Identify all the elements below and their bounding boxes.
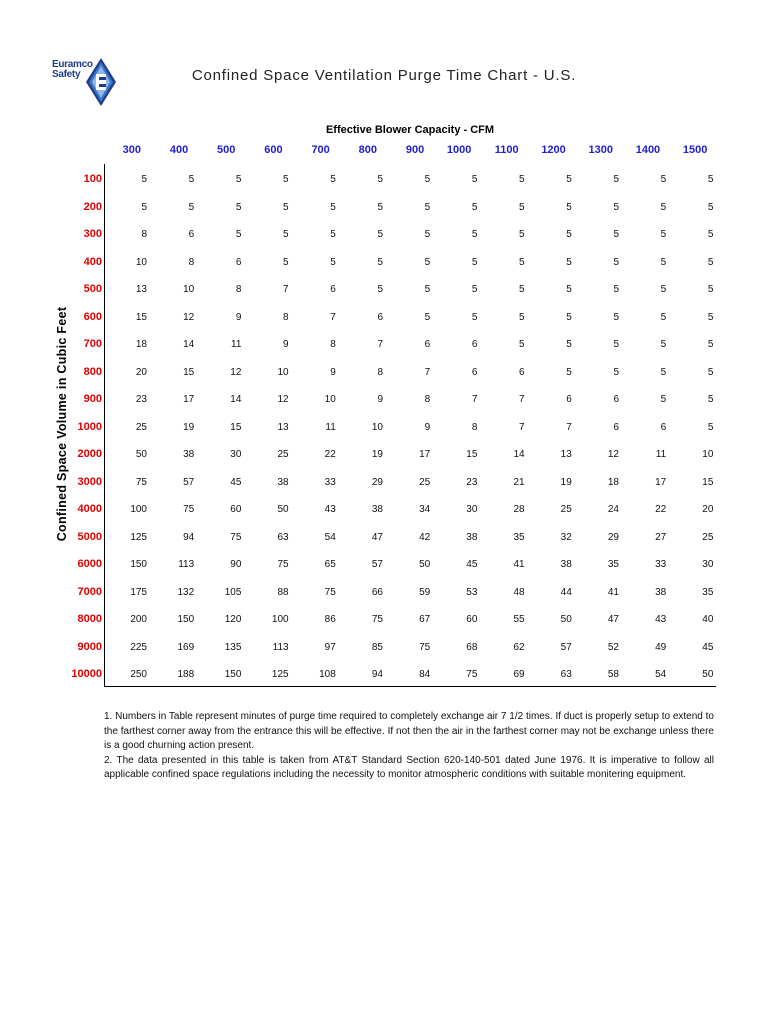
table-cell: 5 — [660, 174, 667, 185]
table-cell: 75 — [183, 504, 195, 515]
table-cell: 48 — [513, 586, 525, 598]
table-cell: 5 — [613, 201, 619, 213]
table-cell: 75 — [371, 614, 383, 625]
table-cell: 8 — [377, 366, 383, 378]
table-cell: 113 — [178, 559, 195, 570]
table-cell: 5 — [566, 256, 572, 268]
table-cell: 5 — [471, 201, 478, 213]
table-cell: 15 — [466, 449, 478, 460]
table-cell: 55 — [513, 614, 525, 625]
column-header: 1000 — [446, 144, 472, 156]
table-cell: 24 — [607, 504, 619, 515]
table-cell: 41 — [513, 559, 525, 570]
table-cell: 105 — [224, 586, 242, 598]
table-cell: 40 — [702, 614, 714, 625]
row-header: 10000 — [71, 668, 102, 680]
table-cell: 250 — [130, 669, 147, 680]
table-cell: 5 — [235, 174, 242, 185]
table-cell: 41 — [607, 586, 619, 598]
row-header: 700 — [83, 338, 102, 350]
table-cell: 66 — [371, 586, 383, 598]
table-cell: 5 — [566, 366, 572, 378]
table-cell: 188 — [177, 669, 195, 680]
table-cell: 100 — [130, 504, 147, 515]
table-cell: 15 — [135, 311, 147, 323]
table-cell: 17 — [655, 476, 667, 488]
table-cell: 25 — [277, 449, 289, 460]
page-title: Confined Space Ventilation Purge Time Chart - U.S. — [191, 67, 577, 84]
table-cell: 7 — [519, 421, 525, 433]
table-cell: 5 — [519, 201, 525, 213]
table-cell: 14 — [513, 449, 525, 460]
table-cell: 5 — [377, 229, 383, 240]
table-cell: 8 — [424, 394, 431, 405]
table-cell: 5 — [519, 256, 525, 268]
table-cell: 13 — [560, 449, 572, 460]
table-cell: 62 — [513, 641, 525, 653]
table-cell: 5 — [519, 339, 525, 350]
table-cell: 97 — [324, 641, 336, 653]
table-cell: 8 — [188, 256, 195, 268]
table-cell: 5 — [424, 256, 431, 268]
table-cell: 5 — [188, 174, 195, 185]
row-header: 7000 — [77, 585, 102, 598]
table-cell: 20 — [135, 366, 147, 378]
column-axis-title: Effective Blower Capacity - CFM — [325, 124, 495, 136]
table-cell: 5 — [566, 339, 572, 350]
table-cell: 15 — [230, 421, 242, 433]
table-cell: 75 — [277, 559, 289, 570]
table-cell: 5 — [330, 201, 336, 213]
table-cell: 53 — [466, 586, 478, 598]
table-cell: 5 — [613, 229, 619, 240]
table-cell: 54 — [655, 669, 667, 680]
table-cell: 23 — [135, 394, 147, 405]
table-cell: 13 — [277, 421, 289, 433]
table-cell: 63 — [560, 669, 572, 680]
column-header: 1200 — [541, 144, 566, 156]
row-header: 9000 — [77, 640, 102, 653]
table-cell: 22 — [324, 449, 336, 460]
table-cell: 5 — [613, 284, 619, 295]
table-cell: 5 — [613, 366, 619, 378]
table-cell: 6 — [377, 311, 383, 323]
table-cell: 5 — [707, 256, 714, 268]
table-cell: 10 — [277, 366, 289, 378]
table-cell: 5 — [660, 284, 667, 295]
table-cell: 28 — [513, 504, 525, 515]
table-cell: 5 — [141, 201, 147, 213]
column-header: 600 — [264, 144, 283, 156]
table-cell: 5 — [235, 229, 242, 240]
table-cell: 7 — [330, 311, 336, 323]
table-cell: 5 — [471, 229, 478, 240]
table-cell: 5 — [519, 229, 525, 240]
table-cell: 65 — [324, 559, 336, 570]
table-cell: 120 — [224, 614, 242, 625]
table-cell: 6 — [471, 366, 478, 378]
table-cell: 17 — [419, 449, 431, 460]
table-cell: 12 — [183, 311, 195, 323]
table-cell: 8 — [283, 311, 289, 323]
table-cell: 86 — [324, 614, 336, 625]
table-cell: 38 — [560, 559, 572, 570]
table-cell: 38 — [466, 531, 478, 543]
table-cell: 5 — [424, 311, 431, 323]
table-cell: 67 — [419, 614, 431, 625]
table-cell: 5 — [613, 256, 619, 268]
table-cell: 17 — [183, 394, 195, 405]
table-cell: 5 — [471, 256, 478, 268]
table-cell: 38 — [655, 586, 667, 598]
table-cell: 5 — [707, 229, 714, 240]
table-cell: 5 — [566, 311, 572, 323]
column-header: 900 — [405, 144, 425, 156]
table-cell: 19 — [183, 421, 195, 433]
table-cell: 5 — [330, 256, 336, 268]
table-cell: 225 — [130, 641, 147, 653]
table-cell: 5 — [566, 174, 572, 185]
table-cell: 5 — [283, 256, 289, 268]
table-cell: 6 — [613, 394, 619, 405]
table-cell: 6 — [660, 421, 667, 433]
table-cell: 108 — [319, 669, 336, 680]
table-cell: 5 — [471, 284, 478, 295]
table-cell: 5 — [235, 201, 242, 213]
table-cell: 6 — [188, 229, 195, 240]
table-cell: 7 — [519, 394, 525, 405]
table-cell: 9 — [424, 421, 431, 433]
column-header: 800 — [358, 144, 377, 156]
table-cell: 9 — [235, 311, 242, 323]
table-cell: 11 — [231, 339, 242, 350]
table-cell: 19 — [371, 449, 383, 460]
row-header: 2000 — [77, 448, 102, 460]
table-cell: 23 — [466, 476, 478, 488]
table-cell: 63 — [277, 531, 289, 543]
table-cell: 49 — [655, 641, 667, 653]
table-cell: 6 — [235, 256, 242, 268]
table-cell: 15 — [702, 476, 714, 488]
table-cell: 57 — [560, 641, 572, 653]
table-cell: 50 — [135, 449, 147, 460]
table-cell: 5 — [707, 201, 714, 213]
table-cell: 5 — [660, 394, 667, 405]
table-cell: 18 — [135, 339, 147, 350]
table-cell: 94 — [371, 669, 383, 680]
row-header: 500 — [83, 283, 102, 295]
table-cell: 57 — [371, 559, 383, 570]
row-header: 1000 — [77, 420, 102, 433]
table-cell: 5 — [471, 174, 478, 185]
table-cell: 5 — [330, 229, 336, 240]
table-cell: 75 — [135, 476, 147, 488]
table-cell: 5 — [471, 311, 478, 323]
table-cell: 150 — [130, 559, 147, 570]
table-cell: 54 — [324, 531, 336, 543]
table-cell: 75 — [466, 669, 478, 680]
table-cell: 169 — [177, 641, 195, 653]
table-cell: 44 — [560, 586, 572, 598]
table-cell: 5 — [424, 229, 431, 240]
table-cell: 29 — [607, 531, 619, 543]
table-cell: 38 — [277, 476, 289, 488]
table-cell: 34 — [419, 504, 431, 515]
table-cell: 7 — [424, 366, 431, 378]
table-cell: 60 — [230, 504, 242, 515]
table-cell: 5 — [613, 311, 619, 323]
table-cell: 45 — [466, 559, 478, 570]
table-cell: 9 — [330, 366, 336, 378]
table-cell: 50 — [702, 669, 714, 680]
table-cell: 5 — [660, 339, 667, 350]
table-cell: 69 — [513, 669, 525, 680]
table-cell: 10 — [324, 394, 336, 405]
table-cell: 22 — [655, 504, 667, 515]
table-cell: 5 — [283, 229, 289, 240]
table-cell: 5 — [519, 311, 525, 323]
table-cell: 45 — [230, 476, 242, 488]
table-cell: 6 — [519, 366, 525, 378]
column-header: 500 — [217, 144, 236, 156]
table-cell: 20 — [702, 504, 714, 515]
table-cell: 5 — [707, 174, 714, 185]
table-cell: 10 — [702, 449, 714, 460]
table-cell: 150 — [224, 669, 242, 680]
row-header: 8000 — [77, 613, 102, 625]
table-cell: 5 — [566, 284, 572, 295]
footnote-2: 2. The data presented in this table is taken from AT&T Standard Section 620-140-501 dated June 1976. It is imperative to follow all applicable confined space regulations including the necessity to monitor atmospheric conditions with suitable monitering equipment. — [104, 754, 714, 780]
table-cell: 5 — [188, 201, 195, 213]
table-cell: 19 — [560, 476, 572, 488]
table-cell: 135 — [224, 641, 242, 653]
table-cell: 58 — [607, 669, 619, 680]
table-cell: 12 — [277, 394, 289, 405]
table-cell: 5 — [707, 339, 714, 350]
table-cell: 10 — [371, 421, 383, 433]
table-cell: 43 — [324, 504, 336, 515]
table-cell: 14 — [230, 394, 242, 405]
table-cell: 47 — [371, 531, 383, 543]
table-cell: 5 — [519, 174, 525, 185]
table-cell: 25 — [702, 531, 714, 543]
column-header: 300 — [122, 144, 141, 156]
table-cell: 5 — [377, 201, 383, 213]
table-cell: 25 — [419, 476, 431, 488]
table-cell: 13 — [135, 284, 147, 295]
table-cell: 30 — [466, 504, 478, 515]
table-cell: 75 — [419, 641, 431, 653]
logo-line-2: Safety — [52, 69, 81, 80]
table-cell: 50 — [277, 504, 289, 515]
table-cell: 57 — [183, 476, 195, 488]
table-cell: 38 — [183, 449, 195, 460]
column-header: 1500 — [682, 144, 708, 156]
table-cell: 113 — [272, 641, 289, 653]
table-cell: 60 — [466, 614, 478, 625]
table-cell: 84 — [419, 669, 431, 680]
table-cell: 32 — [560, 531, 572, 543]
table-cell: 6 — [471, 339, 478, 350]
table-cell: 11 — [325, 421, 336, 433]
table-cell: 88 — [277, 586, 289, 598]
table-cell: 8 — [141, 229, 147, 240]
row-header: 5000 — [77, 530, 102, 543]
table-cell: 5 — [707, 394, 714, 405]
row-header: 800 — [83, 365, 102, 378]
row-header: 4000 — [77, 503, 102, 515]
table-cell: 5 — [660, 311, 667, 323]
table-cell: 125 — [130, 531, 147, 543]
column-header: 400 — [169, 144, 189, 156]
table-cell: 45 — [702, 641, 714, 653]
table-cell: 5 — [283, 201, 289, 213]
row-header: 200 — [83, 200, 102, 213]
table-cell: 5 — [707, 311, 714, 323]
row-header: 6000 — [77, 558, 102, 570]
table-cell: 5 — [424, 284, 431, 295]
column-header: 700 — [311, 144, 330, 156]
table-cell: 12 — [607, 449, 619, 460]
table-cell: 14 — [183, 339, 195, 350]
table-cell: 35 — [513, 531, 525, 543]
table-cell: 5 — [707, 366, 714, 378]
table-cell: 30 — [230, 449, 242, 460]
row-header: 3000 — [77, 475, 102, 488]
table-cell: 5 — [377, 174, 383, 185]
table-cell: 21 — [513, 476, 525, 488]
table-cell: 11 — [655, 449, 667, 460]
table-cell: 12 — [230, 366, 242, 378]
table-cell: 5 — [660, 229, 667, 240]
row-header: 600 — [83, 310, 102, 323]
table-cell: 38 — [371, 504, 383, 515]
table-cell: 5 — [330, 174, 336, 185]
table-cell: 9 — [283, 339, 289, 350]
table-cell: 6 — [613, 421, 619, 433]
column-header: 1400 — [635, 144, 661, 156]
table-cell: 100 — [271, 614, 289, 625]
table-cell: 5 — [707, 421, 714, 433]
table-cell: 18 — [607, 476, 619, 488]
row-axis-title: Confined Space Volume in Cubic Feet — [55, 306, 69, 542]
table-cell: 5 — [566, 229, 572, 240]
table-cell: 85 — [371, 641, 383, 653]
table-cell: 47 — [607, 614, 619, 625]
table-cell: 7 — [377, 339, 383, 350]
table-cell: 33 — [655, 559, 667, 570]
table-cell: 6 — [424, 339, 431, 350]
table-cell: 94 — [183, 531, 195, 543]
table-cell: 68 — [466, 641, 478, 653]
table-cell: 5 — [424, 201, 431, 213]
table-cell: 5 — [707, 284, 714, 295]
table-cell: 5 — [377, 256, 383, 268]
footnotes — [104, 710, 714, 783]
table-cell: 52 — [607, 641, 619, 653]
row-header: 300 — [83, 228, 102, 240]
row-header: 100 — [83, 173, 102, 185]
table-cell: 5 — [613, 339, 619, 350]
table-cell: 125 — [271, 669, 289, 680]
table-cell: 8 — [235, 284, 242, 295]
table-cell: 35 — [702, 586, 714, 598]
table-cell: 5 — [660, 366, 667, 378]
table-cell: 5 — [566, 201, 572, 213]
table-cell: 5 — [519, 284, 525, 295]
table-cell: 175 — [130, 586, 147, 598]
table-cell: 29 — [371, 476, 383, 488]
table-cell: 10 — [135, 256, 147, 268]
table-cell: 200 — [130, 614, 147, 625]
table-cell: 7 — [283, 284, 289, 295]
table-cell: 42 — [419, 531, 431, 543]
table-cell: 150 — [177, 614, 195, 625]
table-cell: 8 — [330, 339, 336, 350]
table-cell: 6 — [330, 284, 336, 295]
table-cell: 35 — [607, 559, 619, 570]
table-cell: 59 — [419, 586, 431, 598]
column-header: 1300 — [588, 144, 613, 156]
table-cell: 9 — [377, 394, 383, 405]
table-cell: 6 — [566, 394, 572, 405]
table-cell: 50 — [419, 559, 431, 570]
table-cell: 25 — [135, 421, 147, 433]
table-cell: 27 — [655, 531, 667, 543]
table-cell: 33 — [324, 476, 336, 488]
table-cell: 10 — [183, 284, 195, 295]
table-cell: 75 — [230, 531, 242, 543]
table-cell: 30 — [702, 559, 714, 570]
table-cell: 43 — [655, 614, 667, 625]
table-cell: 5 — [660, 201, 667, 213]
table-cell: 132 — [177, 586, 195, 598]
logo-line-1: Euramco — [52, 59, 93, 70]
table-cell: 7 — [566, 421, 572, 433]
table-cell: 5 — [283, 174, 289, 185]
table-cell: 5 — [377, 284, 383, 295]
column-header: 1100 — [494, 144, 519, 156]
footnote-1: 1. Numbers in Table represent minutes of purge time required to completely exchange air 7 1/2 times. If duct is properly setup to extend to the farthest corner away from the entrance this will be effective. If not then the air in the farthest corner may not be exchange unless there is a good churning action present. — [104, 711, 714, 751]
table-cell: 25 — [560, 504, 572, 515]
row-header: 900 — [83, 393, 102, 405]
table-cell: 5 — [424, 174, 431, 185]
table-cell: 5 — [141, 174, 147, 185]
table-cell: 75 — [324, 586, 336, 598]
table-cell: 90 — [230, 559, 242, 570]
table-cell: 8 — [471, 421, 478, 433]
table-cell: 15 — [183, 366, 195, 378]
table-cell: 5 — [660, 256, 667, 268]
table-cell: 7 — [471, 394, 478, 405]
table-cell: 50 — [560, 614, 572, 625]
row-header: 400 — [83, 255, 102, 268]
table-cell: 5 — [613, 174, 619, 185]
